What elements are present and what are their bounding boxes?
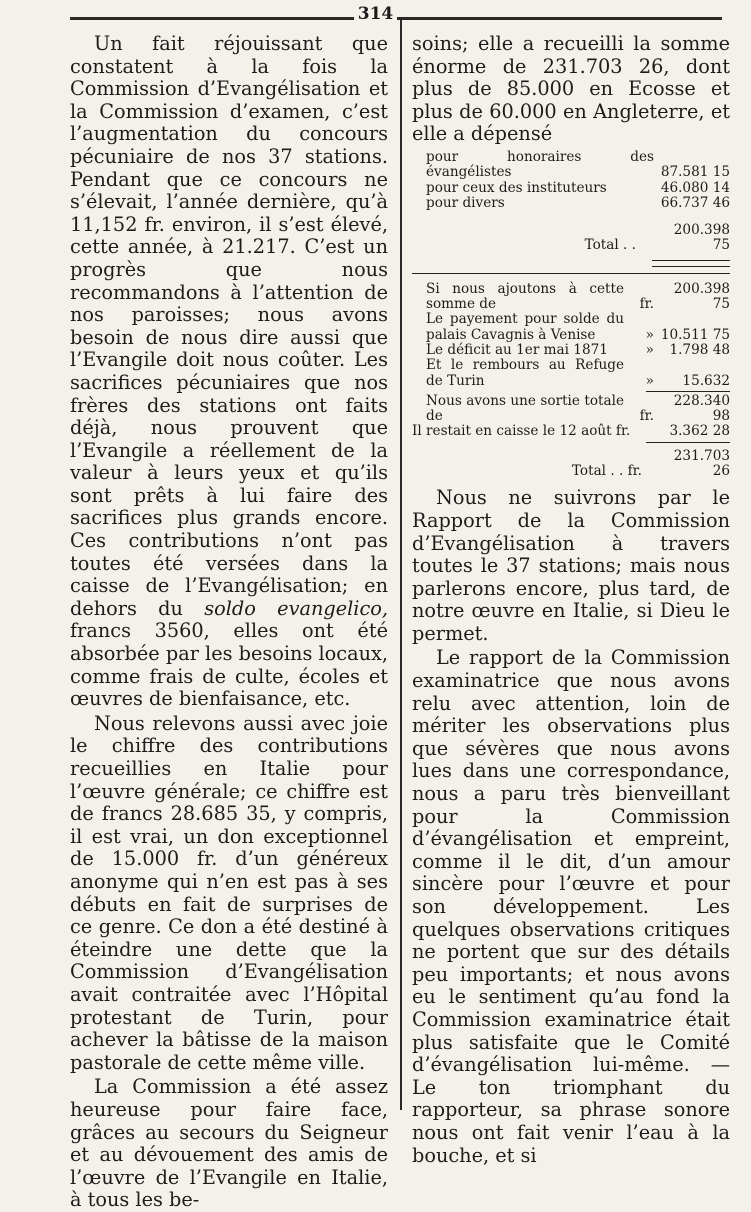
table-total-row: Total . . fr. 231.703 26: [571, 447, 730, 480]
double-rule: [652, 260, 730, 267]
table-row: pour honoraires des évangélistes 87.581 15: [426, 148, 730, 181]
table-row: Il restait en caisse le 12 août fr. 3.362 28: [412, 423, 730, 440]
table-row: pour divers 66.737 46: [426, 194, 730, 211]
table-row: Le déficit au 1er mai 1871 » 1.798 48: [426, 341, 730, 358]
table-row: pour ceux des instituteurs 46.080 14: [426, 179, 730, 196]
paragraph: Nous ne suivrons par le Rapport de la Commission d’Evangélisation à travers toutes le 37 stations; mais nous parlerons encore, plus tard, de notre œuvre en Italie, si Dieu le permet.: [412, 486, 730, 645]
paragraph: soins; elle a recueilli la somme énorme de 231.703 26, dont plus de 85.000 en Ecosse et plus de 60.000 en Angleterre, et elle a dépensé: [412, 32, 730, 146]
column-divider: [400, 20, 402, 1110]
italic-term: soldo evangelico,: [204, 596, 389, 620]
single-rule: [646, 391, 730, 392]
table-row: Nous avons une sortie totale de fr. 228.340 98: [426, 392, 730, 425]
table-separator: [412, 273, 730, 274]
table-row: Si nous ajoutons à cette somme de fr. 200.398 75: [426, 280, 730, 313]
paragraph: Le rapport de la Commission examinatrice que nous avons relu avec attention, loin de mériter les observations plus que sévères que nous avons lues dans une correspondance, nous a paru très bienveillant pour la Commission d’évangélisation et empreint, comme il le dit, d’un amour sincère pour l’œuvre et pour son développement. Les quelques observations critiques ne portent que sur des détails peu importants; et nous avons eu le sentiment qu’au fond la Commission examinatrice était plus satisfaite que le Comité d’évangélisation lui-même. — Le ton triomphant du rapporteur, sa phrase sonore nous ont fait venir l’eau à la bouche, et si: [412, 646, 730, 1167]
paragraph: Un fait réjouissant que constatent à la fois la Commission d’Evangélisation et la Commission d’examen, c’est l’augmentation du concours pécuniaire de nos 37 stations. Pendant que ce concours ne s’élevait, l’année dernière, qu’à 11,152 fr. environ, il s’est élevé, cette année, à 21.217. C’est un progrès que nous recommandons à l’attention de nos paroisses; nous avons besoin de nous dire aussi que l’Evangile doit nous coûter. Les sacrifices pécuniaires que nos frères des stations ont faits déjà, nous prouvent que l’Evangile a réellement de la valeur à leurs yeux et qu’ils sont prêts à lui faire des sacrifices plus grands encore. Ces contributions n’ont pas toutes été versées dans la caisse de l’Evangélisation; en dehors du soldo evangelico, francs 3560, elles ont été absorbée par les besoins locaux, comme frais de culte, écoles et œuvres de bienfaisance, etc.: [70, 32, 389, 711]
single-rule: [646, 442, 730, 443]
table-total-row: Total . . 200.398 75: [584, 222, 730, 254]
table-row: Et le rembours au Refuge de Turin » 15.632: [426, 357, 730, 389]
expense-table: [412, 150, 730, 479]
left-column: [70, 33, 388, 1212]
table-row: Le payement pour solde du palais Cavagnis à Venise » 10.511 75: [426, 311, 730, 343]
paragraph: Nous relevons aussi avec joie le chiffre des contributions recueillies en Italie pour l’œuvre générale; ce chiffre est de francs 28.685 35, y compris, il est vrai, un don exceptionnel de 15.000 fr. d’un généreux anonyme qui n’en est pas à ses débuts en fait de surprises de ce genre. Ce don a été destiné à éteindre une dette que la Commission d’Evangélisation avait contraitée avec l’Hôpital protestant de Turin, pour achever la bâtisse de la maison pastorale de cette même ville.: [70, 711, 388, 1074]
right-column: [412, 33, 730, 1167]
paragraph: La Commission a été assez heureuse pour faire face, grâces au secours du Seigneur et au dévouement des amis de l’œuvre de l’Evangile en Italie, à tous les be-: [70, 1075, 388, 1212]
page-number: 314: [0, 4, 751, 24]
